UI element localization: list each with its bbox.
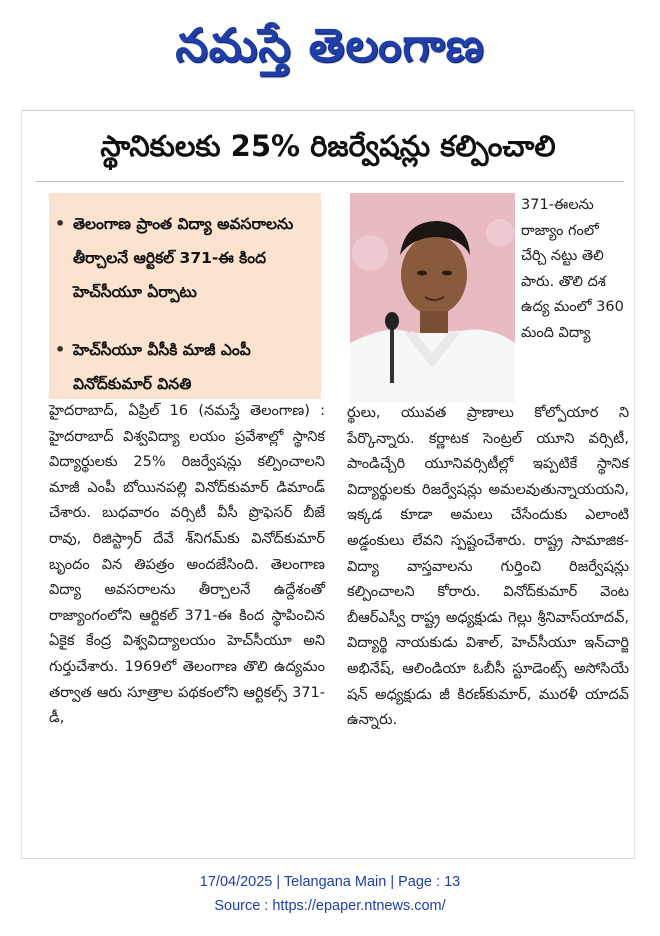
footer-source: Source : https://epaper.ntnews.com/ (214, 898, 446, 914)
article-headline: స్థానికులకు 25% రిజర్వేషన్లు కల్పించాలి (100, 129, 556, 163)
bullet-icon: • (55, 214, 66, 233)
headline-divider (36, 181, 624, 182)
clipping-bottom-border (21, 858, 635, 859)
highlights-box (49, 193, 321, 399)
article-column-left: హైదరాబాద్, ఏప్రిల్ 16 (నమస్తే తెలంగాణ) : హైదరాబాద్ విశ్వవిద్యా లయం ప్రవేశాల్లో స్థానిక విద్యార్థులకు 25% రిజర్వేషన్లు కల్పించాలని మాజీ ఎంపీ బోయినపల్లి వినోద్‌కుమార్ డిమాండ్ చేశారు. బుధవారం వర్సిటీ వీసీ ప్రొఫెసర్ బీజే రావు, రిజిస్ట్రార్ దేవే శ్‌నిగమ్‌కు వినోద్‌కుమార్ బృందం విన తిపత్రం అందజేసింది. తెలంగాణ విద్యా అవసరాలను తీర్చాలనే ఉద్దేశంతో రాజ్యాంగంలోని ఆర్టికల్ 371-ఈ కింద స్థాపించిన ఏకైక కేంద్ర విశ్వవిద్యాలయం హెచ్‌సీయూ అని గుర్తుచేశారు. 1969లో తెలంగాణ తొలి ఉద్యమం తర్వాత ఆరు సూత్రాల పథకంలోని ఆర్టికల్స్ 371-డీ, (49, 403, 325, 727)
masthead (0, 0, 660, 92)
footer-date-edition: 17/04/2025 | Telangana Main | Page : 13 (199, 874, 461, 890)
bullet-icon: • (55, 340, 66, 359)
news-clipping (21, 110, 635, 859)
highlight-item: • హెచ్‌సీయూ వీసీకి మాజీ ఎంపీ వినోద్‌కుమార్ వినతి (59, 333, 315, 401)
speaker-photo (350, 193, 515, 403)
article-column-right: ర్థులు, యువత ప్రాణాలు కోల్పోయార ని పేర్కొన్నారు. కర్ణాటక సెంట్రల్ యూని వర్సిటీ, పాండిచ్చేరి యూనివర్సిటీల్లో ఇప్పటికే స్థానిక విద్యార్థులకు రిజర్వేషన్లు అమలవుతున్నాయయని, ఇక్కడ కూడా అమలు చేసేందుకు ఎలాంటి అడ్డంకులు లేవని స్పష్టంచేశారు. రాష్ట్ర సామాజిక- విద్యా వాస్తవాలను గుర్తించి రిజర్వేషన్లు కల్పించాలని కోరారు. వినోద్‌కుమార్ వెంట బీఆర్‌ఎస్వీ రాష్ట్ర అధ్యక్షుడు గెల్లు శ్రీనివాస్‌యాదవ్, విద్యార్థి నాయకుడు విశాల్, హెచ్‌సీయూ ఇన్‌చార్జి అభినేష్, ఆలిండియా ఓబీసీ స్టూడెంట్స్ అసోసియే షన్ అధ్యక్షుడు జీ కిరణ్‌కుమార్, మురళీ యాదవ్ ఉన్నారు. (347, 405, 629, 729)
newspaper-logo: నమస్తే తెలంగాణ (175, 18, 485, 72)
speaker-photo-icon (350, 193, 515, 403)
highlight-item: • తెలంగాణ ప్రాంత విద్యా అవసరాలను తీర్చాలనే ఆర్టికల్ 371-ఈ కింద హెచ్‌సీయూ ఏర్పాటు (59, 207, 315, 309)
article-column-narrow: 371-ఈలను రాజ్యాం గంలో చేర్చి నట్టు తెలి పారు. తొలి దశ ఉద్య మంలో 360 మంది విద్యా (521, 197, 624, 341)
